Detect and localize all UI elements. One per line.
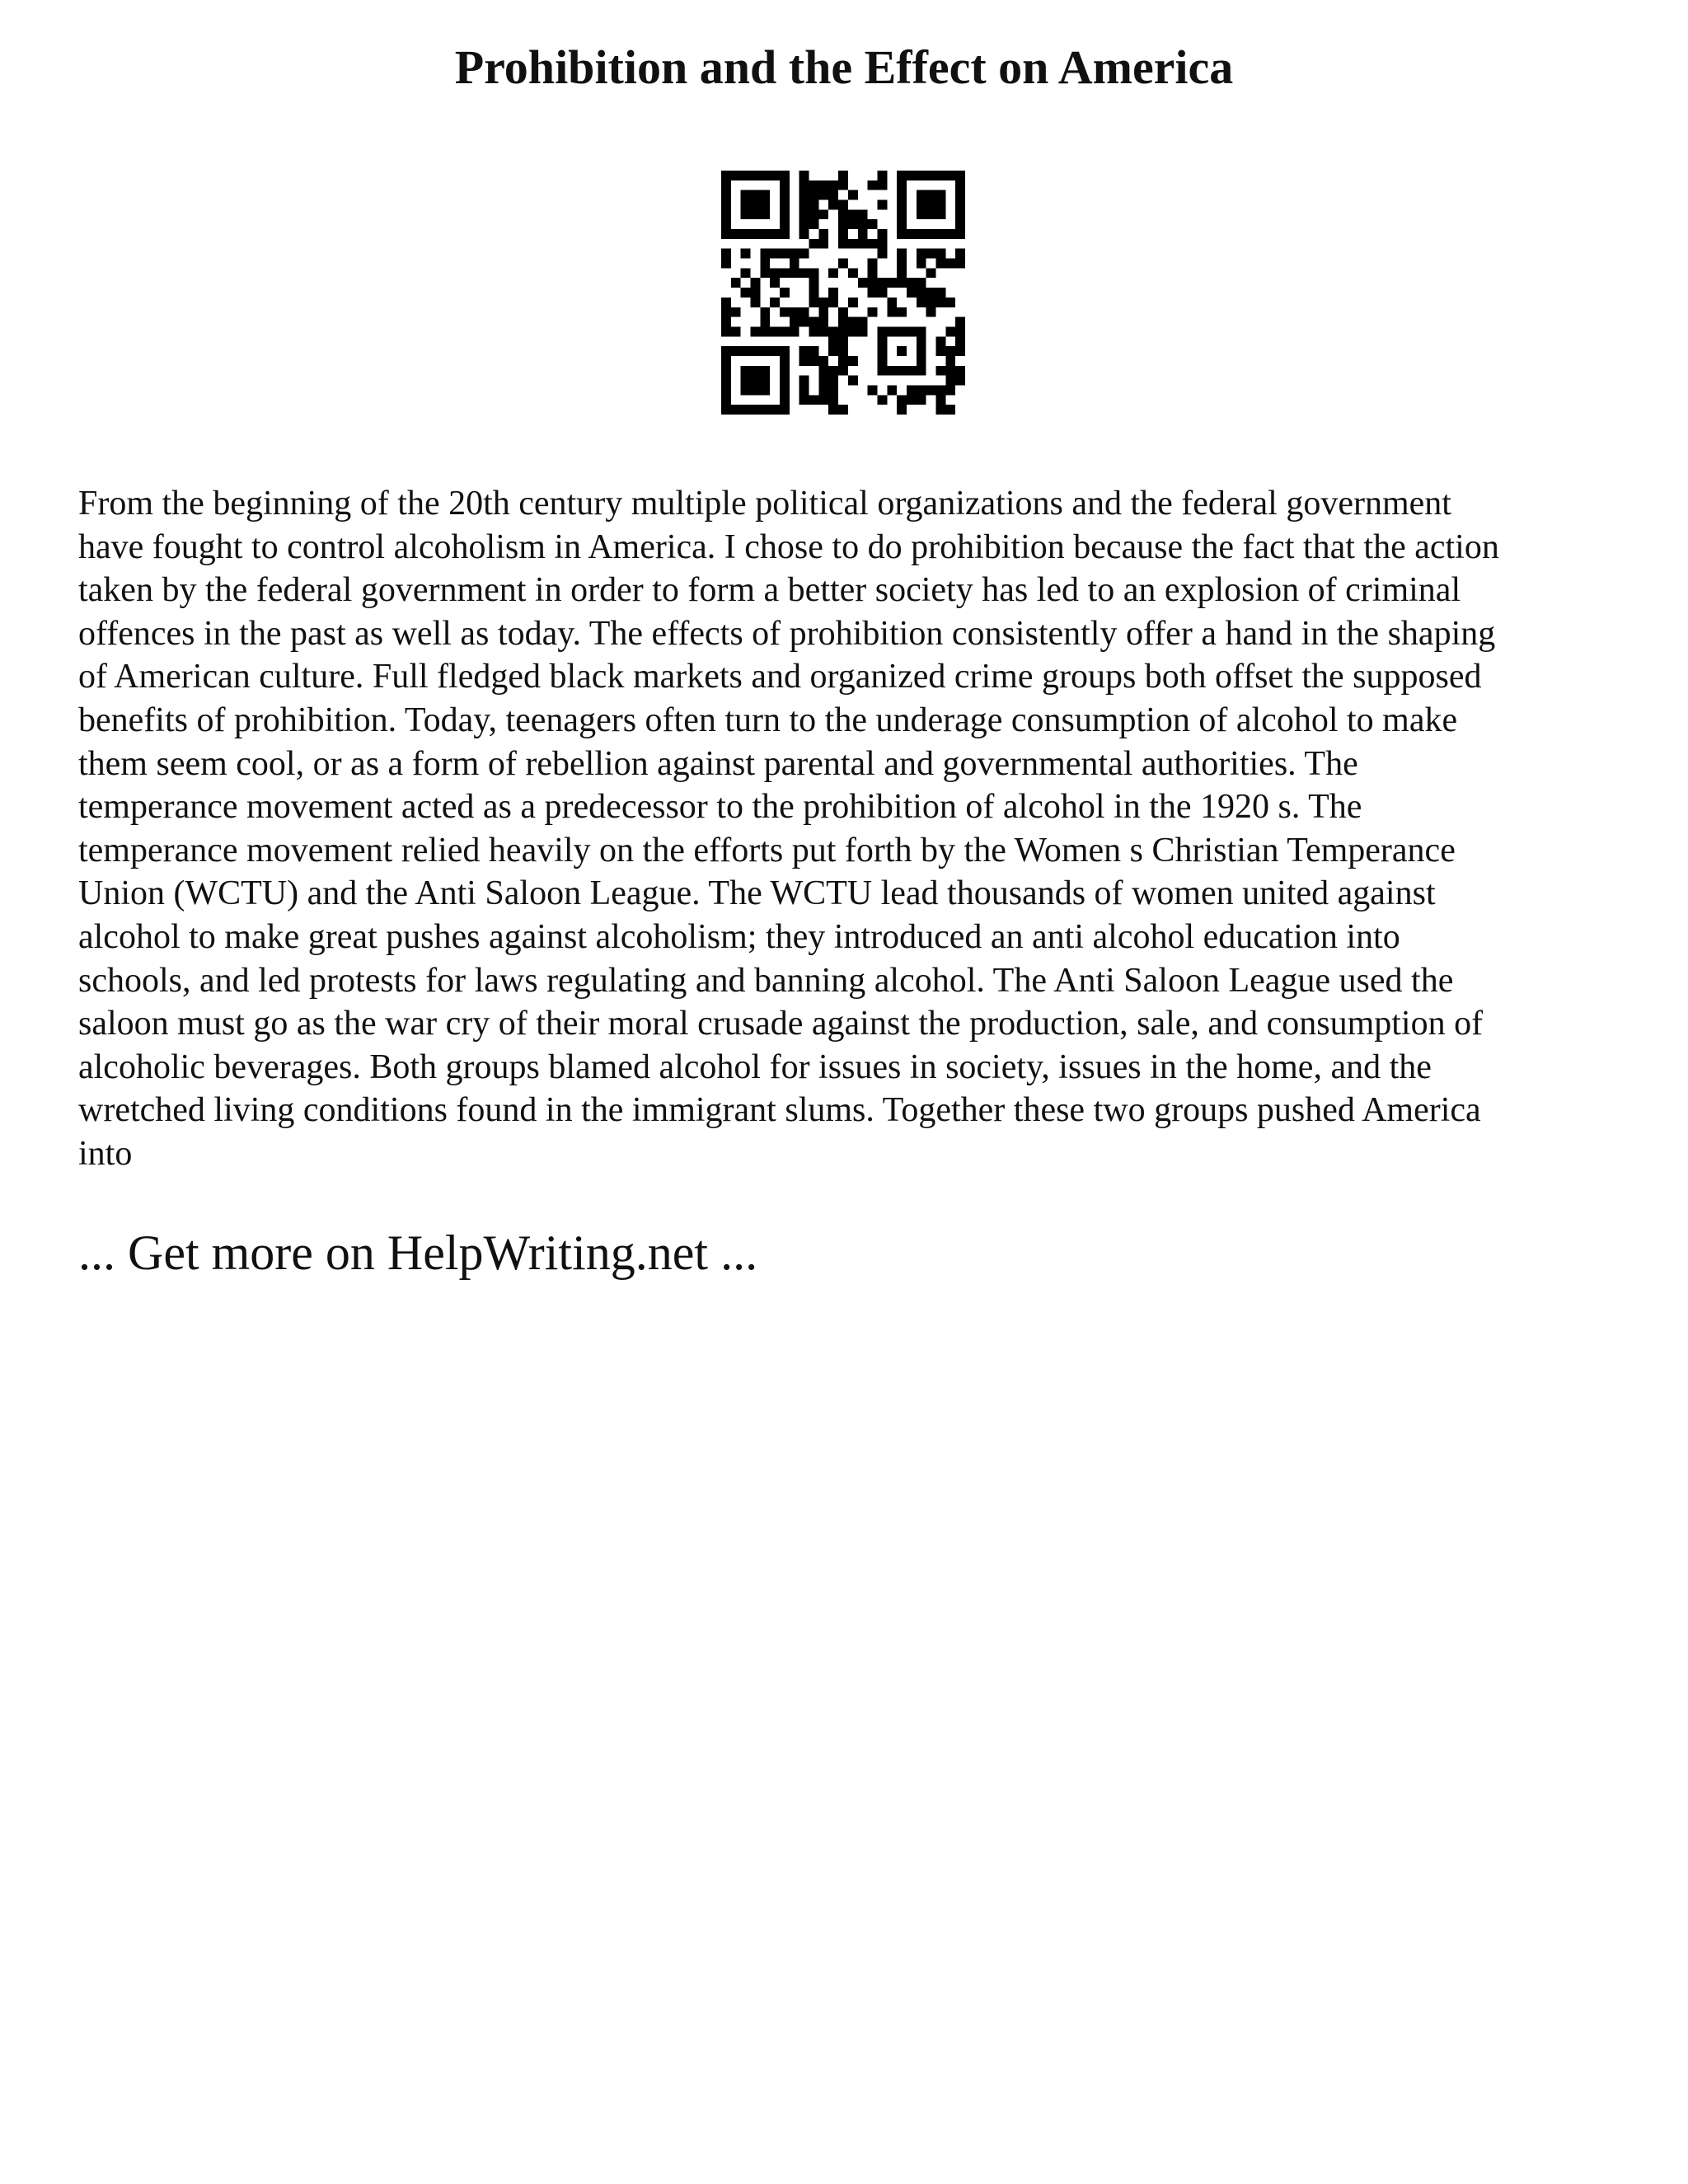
qr-module: [838, 171, 848, 180]
qr-module: [897, 395, 907, 405]
body-paragraph: [78, 482, 1620, 1176]
qr-module: [877, 239, 887, 249]
qr-module: [741, 268, 751, 278]
qr-module: [828, 288, 838, 298]
qr-module: [818, 190, 828, 200]
qr-module: [760, 268, 770, 278]
qr-module: [848, 298, 858, 307]
qr-module: [721, 317, 731, 327]
qr-module: [897, 405, 907, 415]
qr-module: [935, 298, 945, 307]
body-line: temperance movement acted as a predecessor to the prohibition of alcohol in the 1920 s. The: [78, 788, 1362, 827]
qr-module: [868, 278, 878, 288]
qr-module: [818, 326, 828, 336]
body-line: alcoholic beverages. Both groups blamed alcohol for issues in society, issues in the home, and the: [78, 1047, 1432, 1086]
qr-module: [799, 209, 809, 219]
qr-module: [838, 336, 848, 346]
qr-module: [935, 385, 945, 395]
qr-module: [848, 219, 858, 229]
qr-module: [751, 288, 761, 298]
qr-module: [751, 298, 761, 307]
qr-module: [818, 298, 828, 307]
qr-module: [848, 356, 858, 366]
qr-module: [926, 268, 936, 278]
qr-module: [799, 229, 809, 239]
qr-module: [760, 259, 770, 269]
qr-module: [907, 278, 917, 288]
qr-module: [838, 180, 848, 190]
qr-module: [828, 268, 838, 278]
qr-module: [828, 326, 838, 336]
qr-code-icon: [721, 171, 965, 415]
qr-module: [838, 405, 848, 415]
qr-module: [790, 268, 799, 278]
qr-module: [917, 298, 926, 307]
qr-module: [955, 346, 965, 356]
qr-module: [799, 219, 809, 229]
body-line: saloon must go as the war cry of their moral crusade against the production, sale, and consumption of: [78, 1005, 1484, 1043]
qr-module: [945, 326, 955, 336]
qr-module: [818, 180, 828, 190]
qr-module: [877, 229, 887, 239]
body-line: schools, and led protests for laws regulating and banning alcohol. The Anti Saloon League used the: [78, 961, 1454, 1000]
qr-module: [935, 249, 945, 259]
qr-module: [838, 317, 848, 327]
qr-module: [848, 326, 858, 336]
qr-module: [848, 317, 858, 327]
qr-module: [848, 376, 858, 386]
qr-module: [858, 219, 868, 229]
qr-module: [858, 317, 868, 327]
qr-module: [770, 249, 780, 259]
qr-module: [868, 259, 878, 269]
qr-module: [818, 229, 828, 239]
qr-module: [751, 278, 761, 288]
qr-module: [799, 200, 809, 210]
qr-module: [790, 249, 799, 259]
qr-module: [926, 249, 936, 259]
qr-module: [887, 307, 897, 317]
qr-module: [858, 209, 868, 219]
qr-module: [809, 317, 819, 327]
qr-module: [877, 171, 887, 180]
qr-module: [780, 249, 790, 259]
qr-module: [838, 229, 848, 239]
qr-module: [790, 259, 799, 269]
qr-module: [799, 249, 809, 259]
qr-module: [770, 298, 780, 307]
qr-module: [917, 385, 926, 395]
qr-module: [897, 268, 907, 278]
qr-module: [731, 326, 741, 336]
qr-module: [751, 326, 761, 336]
qr-module: [828, 385, 838, 395]
qr-module: [780, 268, 790, 278]
qr-module: [926, 298, 936, 307]
qr-module: [907, 385, 917, 395]
qr-module: [955, 336, 965, 346]
qr-module: [877, 180, 887, 190]
qr-module: [809, 209, 819, 219]
qr-module: [926, 307, 936, 317]
qr-module: [858, 239, 868, 249]
qr-module: [760, 326, 770, 336]
qr-module: [799, 268, 809, 278]
qr-module: [780, 288, 790, 298]
qr-module: [877, 288, 887, 298]
qr-module: [760, 317, 770, 327]
get-more-link[interactable]: ... Get more on HelpWriting.net ...: [78, 1226, 758, 1280]
qr-module: [868, 239, 878, 249]
qr-module: [809, 180, 819, 190]
qr-module: [799, 376, 809, 386]
qr-module: [838, 366, 848, 376]
qr-module: [917, 249, 926, 259]
qr-module: [945, 366, 955, 376]
qr-module: [907, 288, 917, 298]
qr-module: [838, 209, 848, 219]
qr-module: [945, 356, 955, 366]
qr-module: [945, 298, 955, 307]
qr-module: [721, 326, 731, 336]
qr-module: [818, 317, 828, 327]
qr-module: [838, 356, 848, 366]
qr-module: [935, 336, 945, 346]
qr-module: [838, 326, 848, 336]
qr-module: [868, 288, 878, 298]
qr-module: [731, 278, 741, 288]
qr-module: [868, 180, 878, 190]
qr-module: [935, 405, 945, 415]
body-line: offences in the past as well as today. The effects of prohibition consistently offer a hand in the shaping: [78, 614, 1496, 653]
qr-module: [877, 278, 887, 288]
qr-module: [799, 307, 809, 317]
qr-module: [828, 346, 838, 356]
qr-module: [799, 190, 809, 200]
qr-module: [809, 239, 819, 249]
qr-module: [945, 346, 955, 356]
qr-module: [770, 278, 780, 288]
qr-module: [790, 307, 799, 317]
qr-module: [809, 298, 819, 307]
qr-module: [760, 307, 770, 317]
qr-module: [917, 278, 926, 288]
body-line: alcohol to make great pushes against alcoholism; they introduced an anti alcohol education into: [78, 917, 1400, 956]
qr-module: [780, 326, 790, 336]
qr-module: [818, 239, 828, 249]
qr-module: [848, 239, 858, 249]
body-line: wretched living conditions found in the immigrant slums. Together these two groups pushed America: [78, 1091, 1481, 1130]
qr-module: [945, 259, 955, 269]
qr-module: [741, 288, 751, 298]
qr-module: [809, 346, 819, 356]
qr-module: [838, 259, 848, 269]
qr-module: [887, 278, 897, 288]
qr-module: [809, 395, 819, 405]
qr-module: [809, 278, 819, 288]
qr-module: [809, 288, 819, 298]
qr-module: [838, 200, 848, 210]
qr-module: [838, 239, 848, 249]
qr-module: [945, 376, 955, 386]
qr-module: [868, 385, 878, 395]
qr-module: [828, 190, 838, 200]
qr-module: [955, 366, 965, 376]
body-line: them seem cool, or as a form of rebellion against parental and governmental authorities. The: [78, 744, 1358, 783]
qr-module: [799, 385, 809, 395]
body-line: of American culture. Full fledged black markets and organized crime groups both offset the supposed: [78, 658, 1482, 696]
qr-module: [770, 268, 780, 278]
qr-module: [799, 346, 809, 356]
qr-module: [877, 395, 887, 405]
qr-module: [799, 180, 809, 190]
qr-module: [828, 376, 838, 386]
qr-module: [945, 405, 955, 415]
qr-module: [917, 288, 926, 298]
qr-module: [907, 395, 917, 405]
qr-module: [809, 326, 819, 336]
qr-module: [770, 326, 780, 336]
qr-module: [818, 395, 828, 405]
qr-module: [848, 268, 858, 278]
qr-module: [868, 307, 878, 317]
qr-module: [877, 249, 887, 259]
qr-module: [897, 259, 907, 269]
qr-module: [838, 307, 848, 317]
qr-module: [897, 278, 907, 288]
qr-module: [799, 171, 809, 180]
qr-module: [818, 385, 828, 395]
qr-module: [877, 200, 887, 210]
qr-module: [809, 200, 819, 210]
qr-module: [721, 307, 731, 317]
qr-module: [945, 385, 955, 395]
qr-module: [731, 307, 741, 317]
qr-module: [828, 298, 838, 307]
qr-module: [818, 356, 828, 366]
body-line: into: [78, 1134, 133, 1173]
qr-module: [828, 395, 838, 405]
qr-module: [917, 259, 926, 269]
qr-module: [935, 259, 945, 269]
body-line: benefits of prohibition. Today, teenagers often turn to the underage consumption of alcohol to make: [78, 701, 1458, 739]
qr-module: [887, 298, 897, 307]
qr-module: [809, 268, 819, 278]
qr-module: [868, 219, 878, 229]
qr-module: [818, 366, 828, 376]
qr-module: [897, 249, 907, 259]
qr-module: [955, 326, 965, 336]
qr-module: [818, 307, 828, 317]
qr-module: [760, 249, 770, 259]
qr-module: [955, 249, 965, 259]
qr-module: [917, 395, 926, 405]
qr-module: [721, 249, 731, 259]
document-title: Prohibition and the Effect on America: [454, 40, 1234, 94]
qr-module: [955, 259, 965, 269]
body-line: From the beginning of the 20th century multiple political organizations and the federal government: [78, 485, 1451, 523]
qr-module: [887, 385, 897, 395]
qr-module: [868, 268, 878, 278]
qr-module: [828, 200, 838, 210]
qr-module: [838, 219, 848, 229]
qr-module: [897, 307, 907, 317]
qr-module: [741, 249, 751, 259]
qr-module: [799, 317, 809, 327]
qr-module: [935, 366, 945, 376]
qr-module: [790, 317, 799, 327]
qr-module: [858, 278, 868, 288]
qr-module: [858, 326, 868, 336]
qr-module: [926, 288, 936, 298]
qr-module: [848, 190, 858, 200]
qr-module: [935, 288, 945, 298]
qr-module: [858, 229, 868, 239]
body-line: temperance movement relied heavily on the efforts put forth by the Women s Christian Temperance: [78, 831, 1456, 869]
body-line: Union (WCTU) and the Anti Saloon League. The WCTU lead thousands of women united against: [78, 874, 1436, 913]
qr-module: [955, 376, 965, 386]
qr-module: [955, 317, 965, 327]
qr-module: [935, 346, 945, 356]
qr-module: [828, 336, 838, 346]
qr-module: [935, 395, 945, 405]
body-line: taken by the federal government in order to form a better society has led to an explosion of criminal: [78, 571, 1461, 610]
qr-module: [828, 405, 838, 415]
qr-module: [799, 395, 809, 405]
qr-module: [809, 219, 819, 229]
qr-module: [780, 307, 790, 317]
qr-module: [828, 180, 838, 190]
qr-module: [818, 376, 828, 386]
body-line: have fought to control alcoholism in America. I chose to do prohibition because the fact that the action: [78, 527, 1499, 566]
qr-module: [828, 366, 838, 376]
qr-module: [721, 259, 731, 269]
qr-module: [926, 385, 936, 395]
qr-module: [721, 298, 731, 307]
qr-module: [809, 190, 819, 200]
qr-module: [838, 346, 848, 356]
qr-module: [799, 356, 809, 366]
qr-module: [790, 326, 799, 336]
qr-module: [848, 209, 858, 219]
qr-module: [809, 356, 819, 366]
qr-module: [818, 209, 828, 219]
